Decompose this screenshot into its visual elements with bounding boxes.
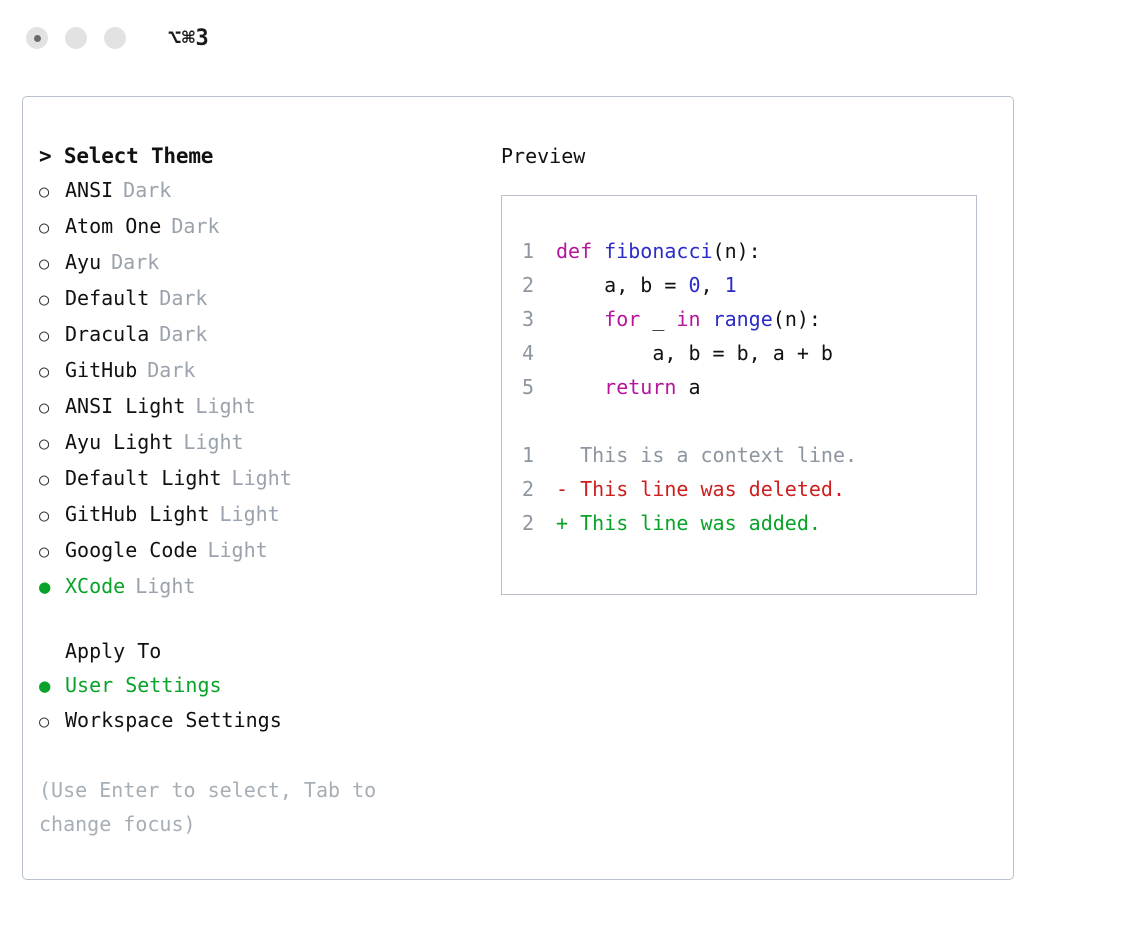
code-line (522, 302, 976, 336)
radio-unselected-icon: ○ (39, 470, 50, 490)
apply-to-option-label: User Settings (65, 673, 222, 697)
theme-option-label: Atom One (65, 214, 162, 238)
code-token (556, 375, 604, 399)
code-token: 0 (688, 273, 701, 297)
keyboard-hint: (Use Enter to select, Tab to change focus) (39, 778, 377, 836)
code-token: for (604, 307, 641, 331)
line-number: 1 (522, 443, 535, 467)
preview-title: Preview (501, 144, 586, 168)
radio-unselected-icon: ○ (39, 218, 50, 238)
radio-unselected-icon: ○ (39, 712, 50, 732)
theme-option-kind: Light (183, 430, 244, 454)
theme-option-kind: Light (135, 574, 196, 598)
code-token: a, b = b, a + b (556, 341, 833, 365)
diff-sample (522, 438, 976, 540)
theme-option-kind: Dark (111, 250, 160, 274)
apply-to-option[interactable] (39, 668, 485, 703)
radio-selected-icon: ● (39, 675, 51, 697)
line-number: 2 (522, 273, 535, 297)
line-number: 5 (522, 375, 535, 399)
code-token: def (556, 239, 605, 263)
diff-text: - This line was deleted. (556, 477, 845, 501)
theme-option[interactable] (39, 245, 485, 281)
diff-line (522, 472, 976, 506)
theme-option[interactable] (39, 425, 485, 461)
theme-option-kind: Light (195, 394, 256, 418)
theme-option-kind: Dark (123, 178, 172, 202)
radio-unselected-icon: ○ (39, 254, 50, 274)
theme-option-label: Ayu Light (65, 430, 174, 454)
apply-to-option[interactable] (39, 703, 485, 739)
theme-option-kind: Dark (159, 322, 208, 346)
theme-option[interactable] (39, 461, 485, 497)
code-token: return (604, 375, 677, 399)
theme-option-label: Dracula (65, 322, 150, 346)
apply-to-section (39, 634, 485, 739)
line-number: 3 (522, 307, 535, 331)
keyboard-shortcut-label: ⌥⌘3 (168, 25, 210, 51)
theme-option[interactable] (39, 173, 485, 209)
code-diff-spacer (522, 404, 976, 438)
code-text (556, 268, 737, 302)
theme-option-label: ANSI (65, 178, 114, 202)
theme-option-label: XCode (65, 574, 126, 598)
code-token (556, 307, 604, 331)
theme-option[interactable] (39, 353, 485, 389)
theme-option-kind: Light (231, 466, 292, 490)
code-line (522, 336, 976, 370)
line-number: 4 (522, 341, 535, 365)
theme-option-kind: Light (207, 538, 268, 562)
theme-option[interactable] (39, 533, 485, 569)
theme-option-label: GitHub Light (65, 502, 210, 526)
theme-option[interactable] (39, 497, 485, 533)
radio-unselected-icon: ○ (39, 506, 50, 526)
apply-to-title: Apply To (65, 639, 162, 663)
apply-to-list[interactable] (39, 668, 485, 739)
diff-text: This is a context line. (556, 443, 858, 467)
theme-option[interactable] (39, 317, 485, 353)
code-line (522, 370, 976, 404)
theme-list[interactable] (39, 173, 485, 604)
radio-unselected-icon: ○ (39, 434, 50, 454)
zoom-button[interactable] (104, 27, 126, 49)
radio-unselected-icon: ○ (39, 542, 50, 562)
line-number: 2 (522, 511, 535, 535)
code-token: in (676, 307, 701, 331)
line-number: 2 (522, 477, 535, 501)
theme-option-label: Ayu (65, 250, 102, 274)
radio-unselected-icon: ○ (39, 362, 50, 382)
theme-option-label: ANSI Light (65, 394, 186, 418)
apply-to-option-label: Workspace Settings (65, 708, 282, 732)
code-text (556, 370, 701, 404)
radio-unselected-icon: ○ (39, 326, 50, 346)
minimize-button[interactable] (65, 27, 87, 49)
theme-option-label: GitHub (65, 358, 138, 382)
theme-option-label: Default (65, 286, 150, 310)
line-number: 1 (522, 239, 535, 263)
diff-line (522, 438, 976, 472)
title-bar (0, 0, 1140, 76)
theme-selection-column (39, 139, 485, 841)
radio-selected-icon: ● (39, 576, 51, 598)
page-title: > Select Theme (39, 144, 214, 168)
theme-option[interactable] (39, 389, 485, 425)
diff-text: + This line was added. (556, 511, 821, 535)
code-token (701, 307, 713, 331)
theme-option[interactable] (39, 281, 485, 317)
code-token: range (712, 307, 773, 331)
radio-unselected-icon: ○ (39, 290, 50, 310)
code-text (556, 336, 833, 370)
code-token: , (700, 273, 725, 297)
code-token: a, b = (556, 273, 689, 297)
radio-unselected-icon: ○ (39, 398, 50, 418)
theme-option-kind: Dark (159, 286, 208, 310)
theme-option-label: Default Light (65, 466, 222, 490)
close-dot-inner (34, 35, 41, 42)
code-line (522, 268, 976, 302)
code-token: (n): (772, 307, 821, 331)
window-controls (26, 27, 126, 49)
code-token: fibonacci (604, 239, 713, 263)
code-sample (522, 234, 976, 404)
close-button[interactable] (26, 27, 48, 49)
theme-option-kind: Dark (171, 214, 220, 238)
theme-picker-panel (22, 96, 1014, 880)
radio-unselected-icon: ○ (39, 182, 50, 202)
code-line (522, 234, 976, 268)
preview-box (501, 195, 977, 595)
code-text (556, 302, 821, 336)
code-text (556, 234, 761, 268)
diff-line (522, 506, 976, 540)
preview-column (485, 139, 1013, 841)
theme-option[interactable] (39, 569, 485, 604)
theme-option[interactable] (39, 209, 485, 245)
theme-option-kind: Light (219, 502, 280, 526)
code-token: (n): (712, 239, 761, 263)
code-token: a (676, 375, 701, 399)
code-token: _ (640, 307, 677, 331)
theme-option-label: Google Code (65, 538, 198, 562)
code-token: 1 (724, 273, 737, 297)
theme-option-kind: Dark (147, 358, 196, 382)
